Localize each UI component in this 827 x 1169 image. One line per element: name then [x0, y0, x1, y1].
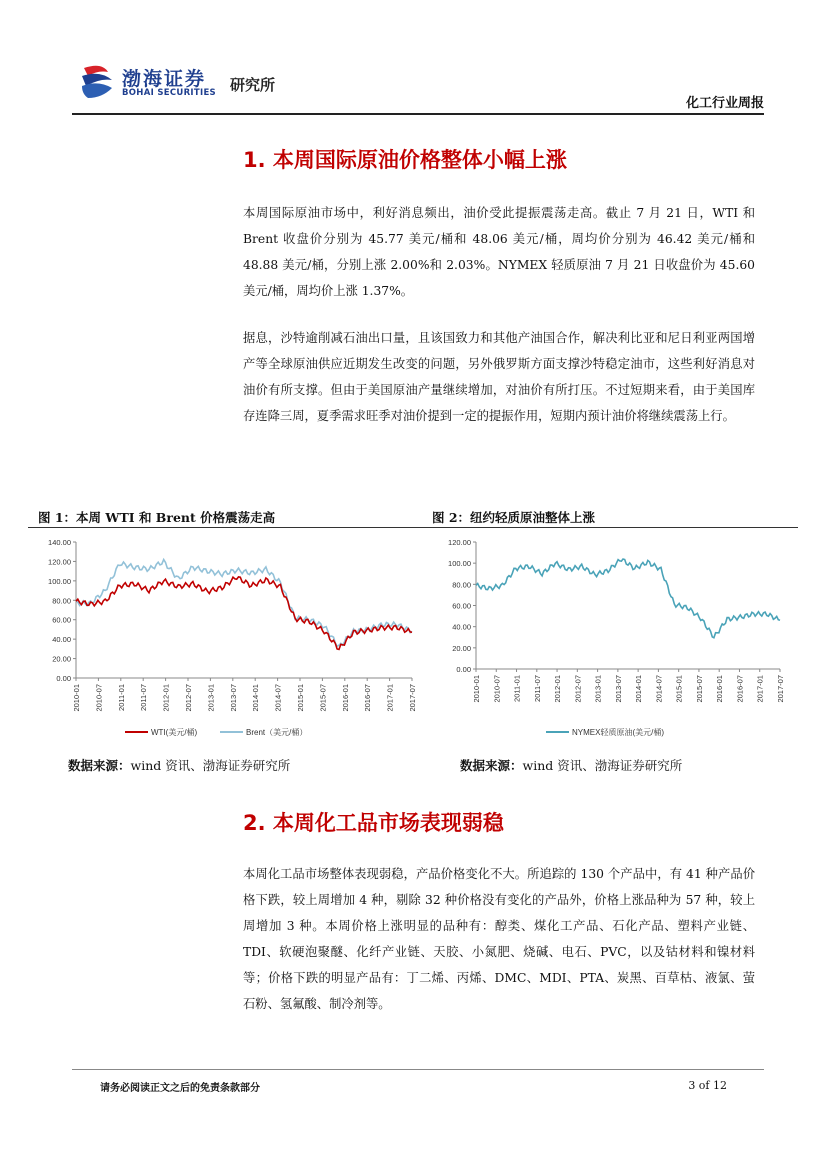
company-logo: [78, 62, 298, 106]
institute-name: 研究所: [230, 76, 276, 94]
nymex-series-line: [476, 559, 780, 638]
source-label: 数据来源：: [460, 758, 523, 773]
header-divider: [72, 113, 764, 115]
page-number: 3 of 12: [688, 1079, 727, 1092]
x-tick-label: 2010-01: [472, 675, 481, 703]
brent-series-line: [76, 560, 412, 647]
section-2-paragraph: 本周化工品市场整体表现弱稳，产品价格变化不大。所追踪的 130 个产品中，有 41 种产品价格下跌，较上周增加 4 种，剔除 32 种价格没有变化的产品外，价格上涨品种为 57 种，较上周增加 3 种。本周价格上涨明显的品种有：醇类、煤化工产品、石化产品、塑料产业链、TDI、软硬泡聚醚、化纤产业链、天胶、小氮肥、烧碱、电石、PVC，以及钴材料和镍材料等；价格下跌的明显产品有：丁二烯、丙烯、DMC、MDI、PTA、炭黑、百草枯、液氯、萤石粉、氢氟酸、制冷剂等。: [243, 867, 755, 1011]
x-tick-label: 2011-07: [139, 684, 149, 711]
x-tick-label: 2014-01: [251, 684, 261, 712]
x-tick-label: 2010-07: [94, 684, 104, 712]
x-tick-label: 2013-01: [206, 684, 216, 712]
x-tick-label: 2011-01: [116, 684, 126, 711]
y-tick-label: 20.00: [452, 643, 471, 653]
section-1-paragraph-1: 本周国际原油市场中，利好消息频出，油价受此提振震荡走高。截止 7 月 21 日，WTI 和 Brent 收盘价分别为 45.77 美元/桶和 48.06 美元/桶，周均价分别为 46.42 美元/桶和 48.88 美元/桶，分别上涨 2.00%和 2.03%。NYMEX 轻质原油 7 月 21 日收盘价为 45.60 美元/桶，周均价上涨 1.37%。: [243, 206, 755, 298]
x-tick-label: 2014-07: [273, 684, 283, 712]
x-tick-label: 2013-07: [613, 675, 623, 703]
source-text: wind 资讯、渤海证券研究所: [522, 758, 683, 773]
chart-wti-brent: [30, 532, 420, 744]
logo-english-name: BOHAI SECURITIES: [122, 88, 216, 98]
x-tick-label: 2015-01: [296, 684, 305, 712]
chart-nymex: [428, 532, 793, 744]
source-text: wind 资讯、渤海证券研究所: [130, 758, 291, 773]
y-tick-label: 80.00: [452, 580, 471, 590]
y-tick-label: 100.00: [448, 559, 471, 569]
y-tick-label: 140.00: [48, 538, 71, 547]
figure-1-source: [68, 756, 290, 774]
y-tick-label: 40.00: [52, 635, 71, 645]
y-tick-label: 120.00: [48, 557, 71, 567]
x-tick-label: 2017-07: [408, 684, 417, 712]
x-tick-label: 2015-07: [318, 684, 328, 712]
chart-1-legend: [125, 727, 307, 737]
footer-disclaimer: 请务必阅读正文之后的免责条款部分: [100, 1083, 260, 1094]
x-tick-label: 2012-01: [553, 675, 563, 703]
x-tick-label: 2012-07: [573, 675, 583, 703]
footer-divider: [72, 1069, 764, 1070]
y-tick-label: 20.00: [52, 654, 71, 664]
x-tick-label: 2017-01: [755, 675, 765, 703]
x-tick-label: 2010-01: [72, 684, 81, 712]
x-tick-label: 2016-01: [340, 684, 350, 712]
x-tick-label: 2016-01: [715, 675, 725, 703]
x-tick-label: 2012-01: [161, 684, 171, 712]
y-tick-label: 80.00: [52, 596, 71, 606]
x-tick-label: 2017-07: [776, 675, 785, 703]
x-tick-label: 2014-01: [634, 675, 644, 703]
y-tick-label: 60.00: [52, 615, 71, 625]
legend-wti-label: WTI(美元/桶): [151, 728, 198, 737]
section-2-title: 2. 本周化工品市场表现弱稳: [243, 811, 504, 835]
x-tick-label: 2017-01: [385, 684, 395, 712]
section-1-paragraph-2: 据息，沙特逾削减石油出口量，且该国致力和其他产油国合作，解决利比亚和尼日利亚两国增产等全球原油供应近期发生改变的问题，另外俄罗斯方面支撑沙特稳定油市，这些利好消息对油价有所支撑。但由于美国原油产量继续增加，对油价有所打压。不过短期来看，由于美国库存连降三周，夏季需求旺季对油价提到一定的提振作用，短期内预计油价将继续震荡上行。: [243, 331, 755, 423]
chart-2-legend: [546, 727, 664, 737]
figure-divider: [28, 527, 798, 528]
y-tick-label: 0.00: [56, 674, 71, 683]
x-tick-label: 2015-01: [674, 675, 684, 703]
report-type: 化工行业周报: [685, 96, 764, 111]
figure-1-title: 图 1：本周 WTI 和 Brent 价格震荡走高: [38, 510, 276, 525]
figure-2-source: [460, 756, 682, 774]
legend-nymex-label: NYMEX轻质原油(美元/桶): [572, 728, 664, 737]
x-tick-label: 2016-07: [735, 675, 745, 703]
chart-1-tick-labels: [48, 538, 417, 712]
logo-mark-icon: [78, 62, 116, 102]
x-tick-label: 2010-07: [492, 675, 502, 703]
y-tick-label: 100.00: [48, 576, 71, 586]
x-tick-label: 2013-07: [228, 684, 238, 712]
x-tick-label: 2012-07: [184, 684, 193, 712]
y-tick-label: 40.00: [452, 622, 471, 632]
y-tick-label: 60.00: [452, 601, 471, 611]
logo-chinese-name: 渤海证券: [122, 68, 207, 90]
section-1-title: 1. 本周国际原油价格整体小幅上涨: [243, 148, 567, 172]
legend-brent-label: Brent（美元/桶）: [246, 728, 308, 737]
x-tick-label: 2013-01: [593, 675, 603, 703]
figure-2-title: 图 2：纽约轻质原油整体上涨: [432, 510, 596, 525]
chart-2-axes: [473, 542, 780, 672]
x-tick-label: 2016-07: [363, 684, 373, 712]
y-tick-label: 120.00: [448, 538, 471, 547]
x-tick-label: 2014-07: [654, 675, 664, 703]
x-tick-label: 2015-07: [694, 675, 704, 703]
y-tick-label: 0.00: [456, 665, 471, 674]
x-tick-label: 2011-01: [512, 675, 522, 702]
source-label: 数据来源：: [68, 758, 131, 773]
wti-series-line: [76, 577, 412, 650]
x-tick-label: 2011-07: [532, 675, 542, 702]
